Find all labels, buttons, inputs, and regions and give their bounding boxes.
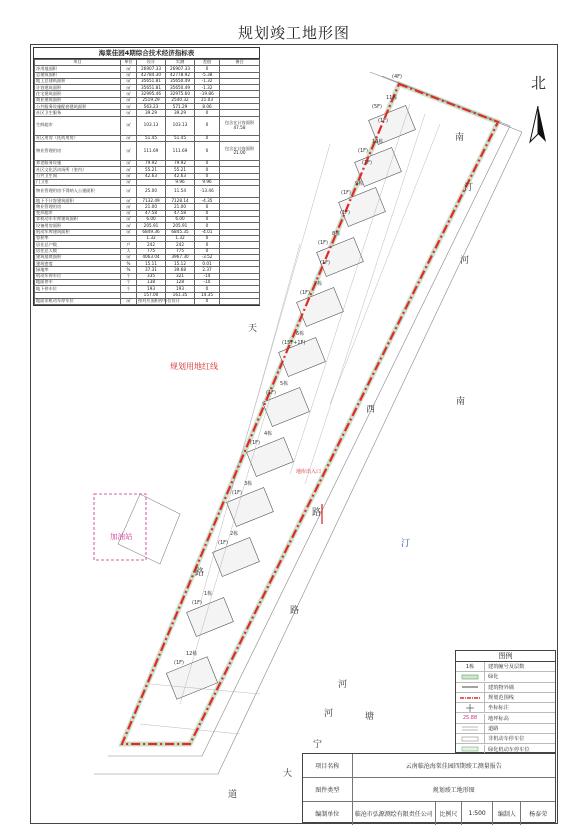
table-cell: ㎡ — [121, 167, 137, 173]
building-label: (1F) — [378, 118, 388, 124]
table-cell: 79.92 — [166, 160, 195, 166]
table-cell: 净用地面积 — [35, 66, 121, 72]
title-block-row — [303, 778, 555, 802]
table-header-cell: 项目 — [35, 60, 121, 66]
table-cell: ㎡ — [121, 210, 137, 216]
table-cell: 个 — [121, 280, 137, 286]
table-cell: 79.92 — [137, 160, 166, 166]
table-cell: ㎡ — [121, 198, 137, 204]
table-cell: 2540.32 — [166, 97, 195, 103]
table-header-cell: 设计 — [137, 60, 166, 66]
table-cell: 非机动车车库建筑面积 — [35, 217, 121, 223]
table-cell: 0.01 — [195, 261, 220, 267]
legend-item — [456, 734, 555, 744]
table-cell: 2.37 — [195, 267, 220, 273]
table-cell: 193 — [166, 286, 195, 292]
legend-label: 建筑幢号及层数 — [488, 664, 525, 671]
table-cell: 包含在计容面积47.58 — [220, 116, 260, 135]
table-cell: 321 — [166, 273, 195, 279]
building-label: (1F) — [318, 240, 328, 246]
road-label-ting-2: 汀 — [401, 539, 411, 549]
table-header-cell: 备注 — [220, 60, 260, 66]
table-cell: 物业管理用房 — [35, 141, 121, 160]
table-cell: 103.13 — [166, 116, 195, 135]
building-label: (1F) — [174, 660, 184, 666]
table-cell: 21.00 — [137, 204, 166, 210]
legend-title: 图例 — [456, 651, 555, 662]
table-cell: 社区卫生服务 — [35, 110, 121, 116]
table-cell: 8.06 — [195, 104, 220, 110]
table-cell: 居住总户数 — [35, 242, 121, 248]
legend-label: 规划范围线 — [488, 695, 514, 702]
table-cell: 14.35 — [195, 292, 220, 298]
building-label: 6栋 — [296, 331, 305, 337]
table-cell: 0 — [195, 210, 220, 216]
table-cell: 0 — [195, 298, 220, 304]
table-cell: 35651.81 — [137, 78, 166, 84]
table-cell: ㎡ — [121, 204, 137, 210]
drawing-type-label: 图件类型 — [303, 778, 353, 801]
table-cell: 39.29 — [137, 110, 166, 116]
table-cell: 0 — [195, 235, 220, 241]
legend-label: 建筑物外墙 — [488, 684, 514, 691]
table-cell: 变形超市 — [35, 210, 121, 216]
table-cell: 2519.29 — [137, 97, 166, 103]
scale: 1:500 — [462, 802, 494, 825]
legend-item — [456, 724, 555, 734]
project-name-label: 项目名称 — [303, 754, 353, 777]
table-cell: 住宅建筑面积 — [35, 91, 121, 97]
road-symbol-icon — [456, 724, 485, 733]
table-cell: -1.32 — [195, 85, 220, 91]
table-cell: 社区用房（托幼用房） — [35, 135, 121, 141]
legend-item — [456, 662, 555, 672]
building-label: 10栋 — [372, 139, 384, 145]
table-cell: ㎡ — [121, 85, 137, 91]
building-label: (1F) — [218, 540, 228, 546]
tech-table-body — [35, 66, 260, 305]
building-label: (1F) — [340, 210, 350, 216]
table-cell: 1.32 — [137, 235, 166, 241]
legend-item — [456, 693, 555, 703]
table-cell: 7128.14 — [166, 198, 195, 204]
table-cell: 容积率 — [35, 235, 121, 241]
table-cell: 39.68 — [166, 267, 195, 273]
building-label: 9栋 — [355, 181, 364, 187]
table-cell: 物业管理用房 — [35, 204, 121, 210]
table-cell: ㎡ — [121, 91, 137, 97]
building-label: (1F) — [266, 390, 276, 396]
table-cell: 0 — [195, 248, 220, 254]
author: 杨泰荣 — [529, 811, 548, 818]
building-label: (15F+1F) — [282, 340, 306, 346]
table-header-cell: 单位 — [121, 60, 137, 66]
table-cell: ㎡ — [121, 141, 137, 160]
page-title: 规划竣工地形图 — [237, 24, 350, 42]
table-cell: 242 — [166, 242, 195, 248]
table-cell: 个 — [121, 273, 137, 279]
table-cell: -13.46 — [195, 186, 220, 198]
unit: 临沧市弘源测绘有限责任公司 — [353, 802, 436, 825]
author-label: 编制人 — [493, 802, 521, 825]
building-label: (1F) — [232, 490, 242, 496]
table-cell: 机动车库建筑面积 — [35, 229, 121, 235]
table-cell: -4.01 — [195, 229, 220, 235]
table-cell: 42784.30 — [137, 72, 166, 78]
building-wall-symbol-icon — [456, 683, 485, 692]
building-label: 11栋 — [386, 95, 398, 101]
road-label-ning: 宁 — [313, 740, 323, 750]
road-label-lu-1: 路 — [312, 508, 322, 518]
table-cell: 9.96 — [195, 179, 220, 185]
table-cell: 128 — [166, 280, 195, 286]
table-cell: 35650.49 — [166, 85, 195, 91]
table-cell: ㎡ — [121, 104, 137, 110]
building-label: 3栋 — [244, 481, 253, 487]
table-cell: 37.31 — [137, 267, 166, 273]
table-row — [35, 298, 260, 304]
table-cell: 设备用房面积 — [35, 223, 121, 229]
table-cell: 建筑基底面积 — [35, 254, 121, 260]
table-cell: 6845.35 — [166, 229, 195, 235]
drawing-type: 规划竣工地形图 — [432, 787, 475, 794]
north-arrow-icon — [530, 106, 546, 142]
scale-label: 比例尺 — [436, 802, 462, 825]
table-cell — [220, 298, 260, 304]
table-cell: 地面非机动车停车位 — [35, 298, 121, 304]
table-cell: ㎡ — [121, 116, 137, 135]
building-label: 2栋 — [230, 531, 239, 537]
legend-label: 绿化机动车停车位 — [488, 746, 530, 753]
table-cell: -1.32 — [195, 78, 220, 84]
table-cell: 地下不计容建筑面积 — [35, 198, 121, 204]
building-label: 7栋 — [314, 281, 323, 287]
table-row — [35, 141, 260, 160]
building-label: (1F) — [362, 160, 372, 166]
table-cell: 3967.30 — [166, 254, 195, 260]
table-cell: 养老服务设施 — [35, 160, 121, 166]
table-cell: ㎡ — [121, 254, 137, 260]
table-cell: 6.00 — [166, 217, 195, 223]
table-cell: 55.21 — [166, 167, 195, 173]
table-cell: ㎡ — [121, 173, 137, 179]
road-label-da: 大 — [283, 769, 293, 779]
table-cell: 7132.49 — [137, 198, 166, 204]
project-name: 云南临沧海棠佳园四期竣工测量报告 — [405, 763, 502, 770]
legend-item — [456, 713, 555, 723]
table-cell: 42778.92 — [166, 72, 195, 78]
table-cell: 47.58 — [166, 210, 195, 216]
table-cell: ㎡ — [121, 66, 137, 72]
table-cell: 26907.33 — [166, 66, 195, 72]
table-cell: 包含在计容面积21.00 — [220, 141, 260, 160]
legend-label: 绿化 — [488, 674, 499, 681]
table-cell: 32975.60 — [166, 91, 195, 97]
table-cell: 42.63 — [166, 173, 195, 179]
road-label-xi: 西 — [366, 405, 376, 415]
building-label: (5F) — [372, 104, 382, 110]
table-cell: -5.38 — [195, 72, 220, 78]
table-cell: ㎡ — [121, 135, 137, 141]
table-cell: 公共服务设施配套建筑面积 — [35, 104, 121, 110]
gas-station-label: 加油站 — [110, 532, 133, 541]
table-cell: 0 — [195, 66, 220, 72]
road-label-he-3: 河 — [324, 709, 334, 719]
legend-item — [456, 703, 555, 713]
table-cell: 335 — [137, 273, 166, 279]
table-cell: 物业管理用房不得纳入公建面积 — [35, 186, 121, 198]
table-cell: ㎡ — [121, 298, 137, 304]
table-cell: 39.29 — [166, 110, 195, 116]
table-cell: 个 — [121, 286, 137, 292]
building-label: (1F) — [320, 260, 330, 266]
table-cell: 35651.81 — [137, 85, 166, 91]
table-cell: 0 — [195, 242, 220, 248]
legend — [455, 650, 556, 753]
table-cell: 总建筑面积 — [35, 72, 121, 78]
planning-line-symbol-icon — [456, 693, 485, 702]
table-cell: 0 — [195, 204, 220, 210]
table-cell: 6849.36 — [137, 229, 166, 235]
table-cell: 32995.46 — [137, 91, 166, 97]
legend-symbol: 1栋 — [456, 662, 485, 671]
table-cell: 205.91 — [137, 223, 166, 229]
red-line-label: 规划用地红线 — [170, 362, 218, 371]
table-cell: 0 — [195, 223, 220, 229]
legend-item — [456, 672, 555, 682]
road-label-tang: 塘 — [365, 712, 375, 722]
table-cell: ㎡ — [121, 229, 137, 235]
table-cell: 35650.49 — [166, 78, 195, 84]
table-cell: 15.11 — [137, 261, 166, 267]
table-header-cell: 差值 — [195, 60, 220, 66]
road-label-he-1: 河 — [460, 256, 470, 266]
tech-index-table — [33, 47, 260, 306]
table-cell: 157.00 — [137, 292, 166, 298]
road-label-he-2: 河 — [338, 680, 348, 690]
building-label: 12栋 — [186, 651, 198, 657]
legend-label: 地坪标高 — [488, 715, 509, 722]
table-cell: 26907.33 — [137, 66, 166, 72]
table-cell: -19.86 — [195, 91, 220, 97]
table-cell: -3.52 — [195, 254, 220, 260]
unit-label: 编制单位 — [303, 802, 353, 825]
north-label: 北 — [531, 74, 547, 92]
table-cell: 生鲜超市 — [35, 116, 121, 135]
table-row — [35, 186, 260, 198]
greenery-symbol-icon — [456, 672, 485, 681]
table-cell: 138 — [137, 280, 166, 286]
table-cell: ㎡ — [121, 186, 137, 198]
table-cell: 21.00 — [166, 204, 195, 210]
table-cell: 计容建筑面积 — [35, 85, 121, 91]
table-cell — [220, 186, 260, 198]
table-cell: ㎡ — [121, 217, 137, 223]
table-cell: 9.96 — [166, 179, 195, 185]
road-label-dao: 道 — [228, 790, 238, 800]
building-label: (1F) — [192, 600, 202, 606]
table-cell: 242 — [137, 242, 166, 248]
road-label-tian: 天 — [248, 324, 258, 334]
building-label: (1F) — [341, 190, 351, 196]
building-label: 8栋 — [332, 231, 341, 237]
table-cell: 775 — [137, 248, 166, 254]
table-cell: 门卫室 — [35, 179, 121, 185]
table-cell: 0 — [195, 141, 220, 160]
building-label: (1F) — [250, 440, 260, 446]
table-cell: -14 — [195, 273, 220, 279]
building-label: 5栋 — [280, 381, 289, 387]
table-cell: 0 — [195, 116, 220, 135]
table-cell: 4063.04 — [137, 254, 166, 260]
table-cell: ㎡ — [121, 97, 137, 103]
road-label-lu-3: 路 — [290, 606, 300, 616]
building-label: 1栋 — [204, 591, 213, 597]
title-block-row — [303, 802, 555, 825]
building-label: 4栋 — [264, 431, 273, 437]
legend-label: 道路 — [488, 725, 499, 732]
table-cell: ㎡ — [121, 72, 137, 78]
table-cell: 建筑密度 — [35, 261, 121, 267]
table-cell: 55.21 — [137, 167, 166, 173]
building-label: (1F) — [300, 290, 310, 296]
table-cell: 111.69 — [166, 141, 195, 160]
table-cell: 571.29 — [166, 104, 195, 110]
table-cell: ㎡ — [121, 160, 137, 166]
table-cell: 居住总人数 — [35, 248, 121, 254]
table-cell: ㎡ — [121, 78, 137, 84]
table-cell: 0 — [195, 286, 220, 292]
table-cell: -10 — [195, 280, 220, 286]
road-label-nan-1: 南 — [455, 133, 465, 143]
coordinate-symbol-icon — [456, 703, 485, 712]
table-cell: 人 — [121, 248, 137, 254]
table-cell: 51.45 — [137, 135, 166, 141]
table-cell: % — [121, 261, 137, 267]
table-cell: 111.69 — [137, 141, 166, 160]
legend-label: 坐标标注 — [488, 705, 509, 712]
table-cell: ㎡ — [121, 110, 137, 116]
road-label-lu-2: 路 — [195, 568, 205, 578]
tech-table-title: 海棠佳园4期综合技术经济指标表 — [34, 48, 259, 59]
table-cell: 社区文化活动场所（室内） — [35, 167, 121, 173]
legend-item — [456, 683, 555, 693]
gas-station-outline — [94, 494, 146, 560]
table-cell: 按对应面积停车位设计 — [138, 298, 180, 304]
table-cell: 6.00 — [137, 217, 166, 223]
table-cell: 51.45 — [166, 135, 195, 141]
table-cell: 商业建筑面积 — [35, 97, 121, 103]
table-header-cell: 实测 — [166, 60, 195, 66]
legend-symbol: 25.88 — [456, 714, 485, 723]
table-cell: 公共卫生间 — [35, 173, 121, 179]
table-cell: -4.35 — [195, 198, 220, 204]
table-cell: 户 — [121, 242, 137, 248]
table-cell: ㎡ — [121, 179, 137, 185]
tech-table-grid — [34, 59, 260, 305]
legend-label: 非机动车停车位 — [488, 736, 525, 743]
building-label: (4F) — [392, 74, 402, 80]
table-cell: 地下停车位 — [35, 286, 121, 292]
building-label: (1F) — [358, 148, 368, 154]
title-block — [302, 753, 556, 823]
table-cell: 0 — [195, 217, 220, 223]
table-cell: 563.23 — [137, 104, 166, 110]
table-cell: 193 — [137, 286, 166, 292]
table-cell: 47.58 — [137, 210, 166, 216]
table-cell: 103.13 — [137, 116, 166, 135]
table-cell: 42.63 — [137, 173, 166, 179]
table-cell: 0 — [195, 135, 220, 141]
table-cell: 地上总建筑面积 — [35, 78, 121, 84]
table-cell: 25.00 — [137, 186, 166, 198]
table-cell: 0 — [195, 110, 220, 116]
table-cell: 绿地率 — [35, 267, 121, 273]
table-cell: 0 — [195, 160, 220, 166]
bike-parking-symbol-icon — [456, 734, 485, 743]
table-cell: 机动车停车位 — [35, 273, 121, 279]
table-cell: 15.12 — [166, 261, 195, 267]
table-cell: 11.54 — [166, 186, 195, 198]
table-cell: 0 — [195, 167, 220, 173]
table-cell: 1.32 — [166, 235, 195, 241]
table-cell: % — [121, 267, 137, 273]
table-cell: 0 — [195, 173, 220, 179]
title-block-row — [303, 754, 555, 778]
table-cell: 775 — [166, 248, 195, 254]
road-label-ting-1: 汀 — [464, 183, 474, 193]
entrance-label: 地库出入口 — [296, 469, 322, 475]
table-row — [35, 116, 260, 135]
table-cell: 205.91 — [166, 223, 195, 229]
table-cell: 地面停车 — [35, 280, 121, 286]
table-cell: ㎡ — [121, 223, 137, 229]
table-cell: 161.35 — [166, 292, 195, 298]
table-cell: 21.03 — [195, 97, 220, 103]
road-label-nan-2: 南 — [456, 397, 466, 407]
